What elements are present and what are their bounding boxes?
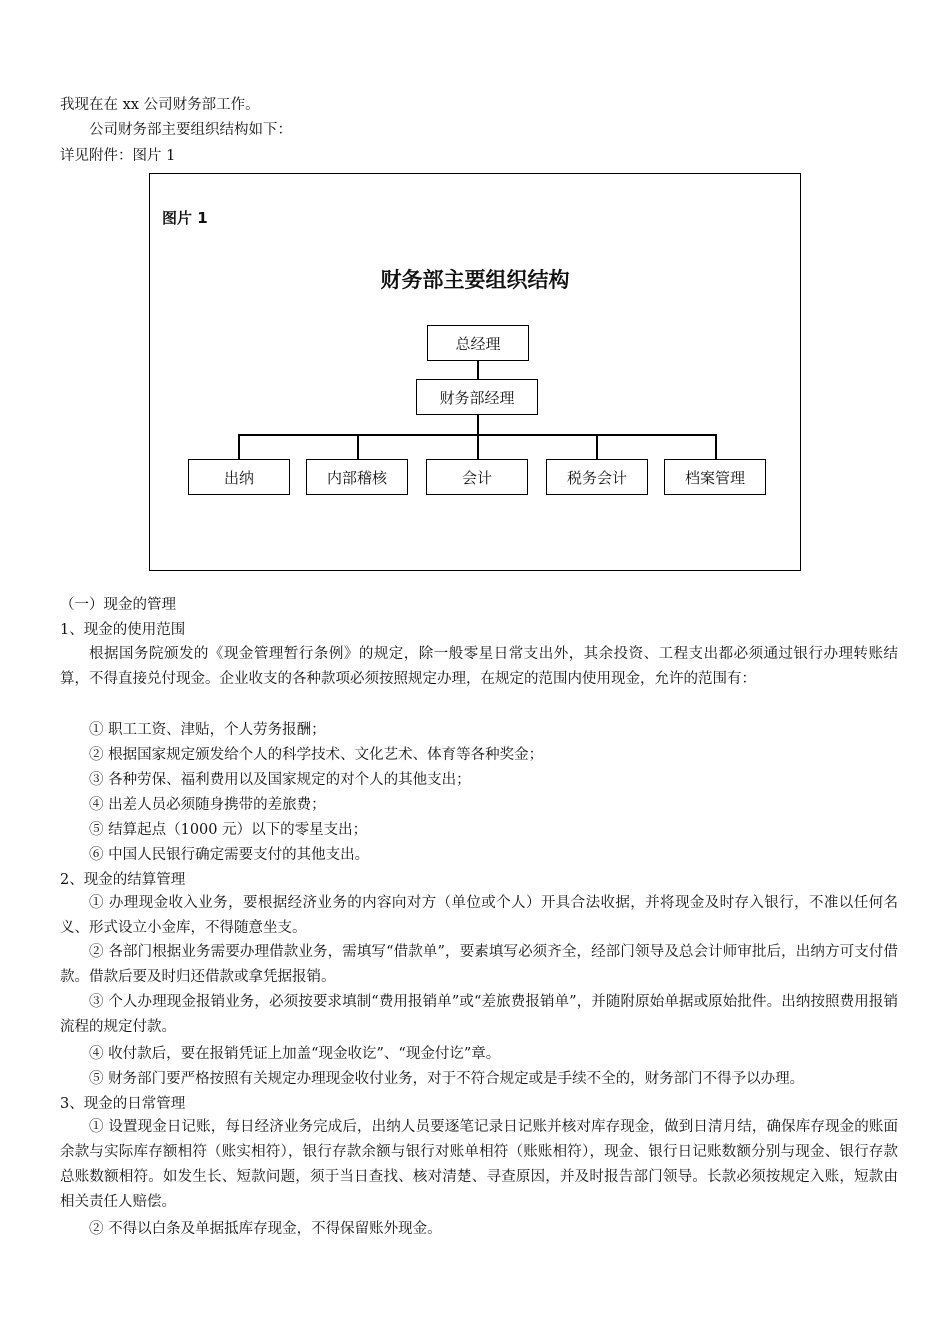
connector: [477, 434, 479, 460]
intro-line-2: 公司财务部主要组织结构如下：: [89, 122, 292, 138]
list-item: ⑤ 结算起点（1000 元）以下的零星支出；: [89, 822, 368, 838]
connector: [357, 434, 359, 460]
connector: [477, 415, 479, 435]
connector: [238, 434, 240, 460]
paragraph-3-2: ② 不得以白条及单据抵库存现金，不得保留账外现金。: [89, 1221, 442, 1237]
list-item: ⑥ 中国人民银行确定需要支付的其他支出。: [89, 847, 370, 863]
node-internal-audit: 内部稽核: [306, 459, 408, 495]
figure-title: 财务部主要组织结构: [380, 268, 570, 292]
list-item: ① 职工工资、津贴，个人劳务报酬；: [89, 722, 326, 738]
paragraph-2-4: ④ 收付款后，要在报销凭证上加盖“现金收讫”、“现金付讫”章。: [89, 1046, 501, 1062]
connector: [715, 434, 717, 460]
subheading-1: 1、现金的使用范围: [60, 622, 186, 638]
node-finance-manager: 财务部经理: [416, 379, 538, 415]
paragraph-1: 根据国务院颁发的《现金管理暂行条例》的规定，除一般零星日常支出外，其余投资、工程支出都必须通过银行办理转账结算，不得直接兑付现金。企业收支的各种款项必须按照规定办理，在规定的范围内使用现金，允许的范围有：: [60, 646, 898, 687]
subheading-3: 3、现金的日常管理: [60, 1096, 186, 1112]
subheading-2: 2、现金的结算管理: [60, 872, 186, 888]
node-tax-accounting: 税务会计: [546, 459, 648, 495]
paragraph-3-1: ① 设置现金日记账，每日经济业务完成后，出纳人员要逐笔记录日记账并核对库存现金，做到日清月结，确保库存现金的账面余款与实际库存额相符（账实相符），银行存款余额与银行对账单相符（账账相符），现金、银行日记账数额分别与现金、银行存款总账数额相符。如发生长、短款问题，须于当日查找、核对清楚、寻查原因，并及时报告部门领导。长款必须按规定入账，短款由相关责任人赔偿。: [60, 1119, 898, 1210]
intro-line-3: 详见附件：图片 1: [60, 148, 176, 164]
connector: [596, 434, 598, 460]
node-cashier: 出纳: [188, 459, 290, 495]
paragraph-2-2: ② 各部门根据业务需要办理借款业务，需填写“借款单”，要素填写必须齐全，经部门领导及总会计师审批后，出纳方可支付借款。借款后要及时归还借款或拿凭据报销。: [60, 944, 898, 985]
list-item: ④ 出差人员必须随身携带的差旅费；: [89, 797, 326, 813]
node-archive-management: 档案管理: [664, 459, 766, 495]
paragraph-2-3: ③ 个人办理现金报销业务，必须按要求填制“费用报销单”或“差旅费报销单”，并随附原始单据或原始批件。出纳按照费用报销流程的规定付款。: [60, 994, 898, 1035]
figure-label: 图片 1: [162, 209, 208, 227]
paragraph-2-5: ⑤ 财务部门要严格按照有关规定办理现金收付业务，对于不符合规定或是手续不全的，财务部门不得予以办理。: [89, 1071, 805, 1087]
connector: [477, 361, 479, 380]
list-item: ② 根据国家规定颁发给个人的科学技术、文化艺术、体育等各种奖金；: [89, 747, 544, 763]
node-general-manager: 总经理: [427, 325, 529, 361]
intro-line-1: 我现在在 xx 公司财务部工作。: [60, 97, 260, 113]
list-item: ③ 各种劳保、福利费用以及国家规定的对个人的其他支出；: [89, 772, 471, 788]
paragraph-2-1: ① 办理现金收入业务，要根据经济业务的内容向对方（单位或个人）开具合法收据，并将现金及时存入银行，不准以任何名义、形式设立小金库，不得随意坐支。: [60, 895, 898, 936]
section-heading: （一）现金的管理: [60, 597, 176, 613]
node-accounting: 会计: [426, 459, 528, 495]
org-chart-figure: [149, 173, 801, 571]
